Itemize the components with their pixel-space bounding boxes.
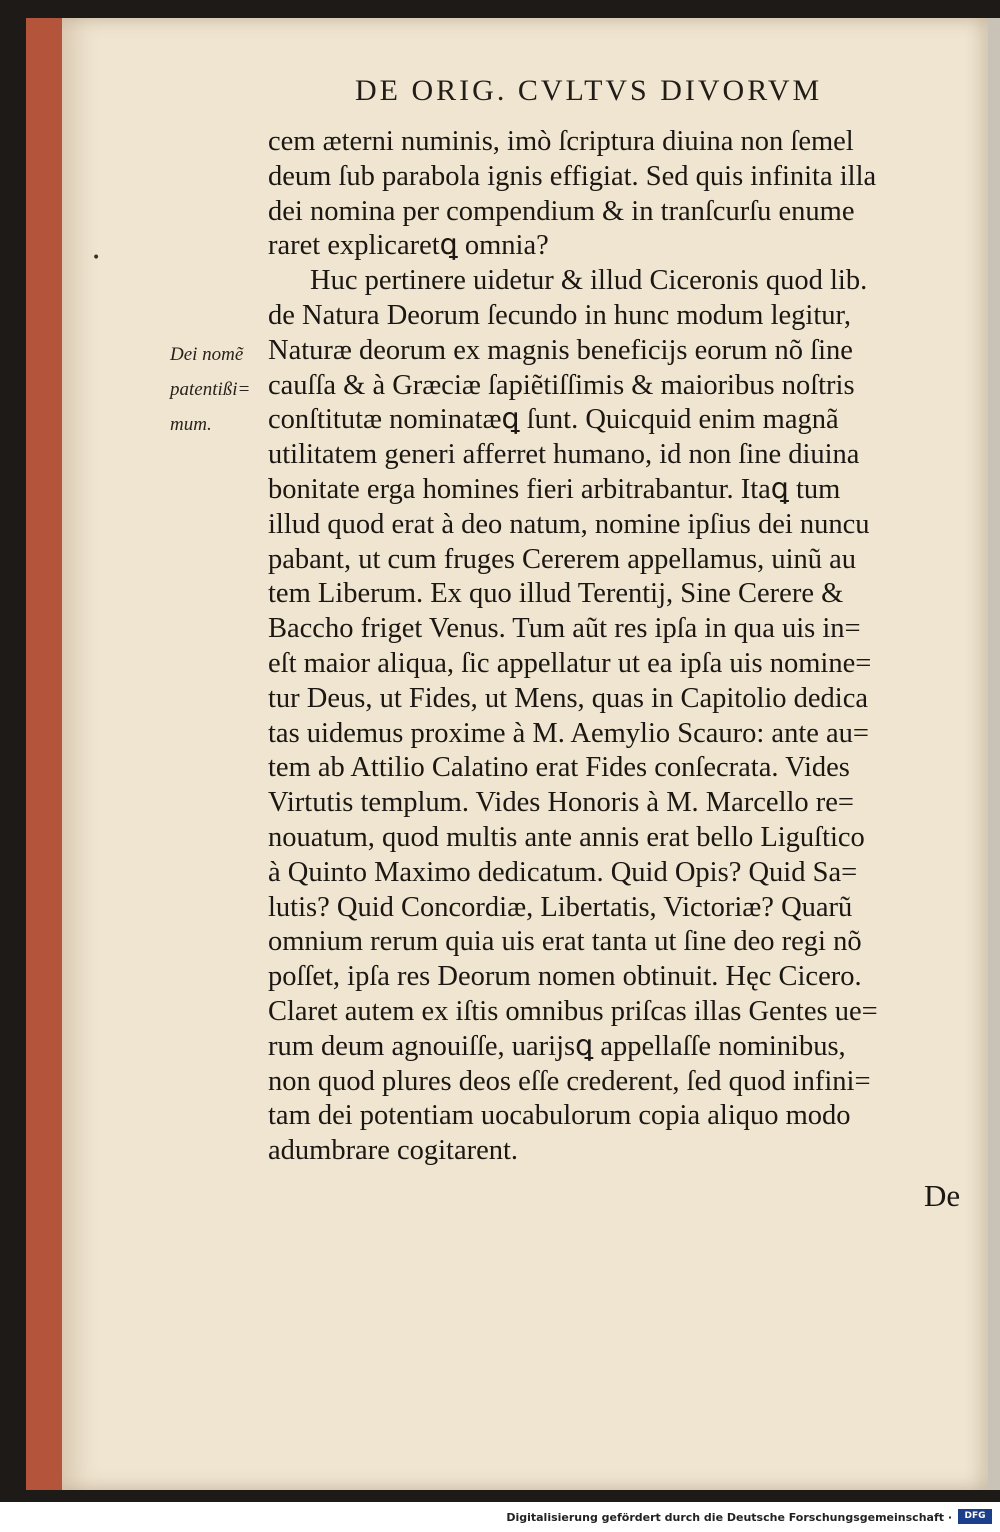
text-line: raret explicaretꝗ omnia?: [268, 230, 549, 262]
margin-note-line: Dei nomẽ: [170, 344, 244, 365]
text-line: cauſſa & à Græciæ ſapiẽtiſſimis & maioribus noſtris: [268, 369, 855, 401]
text-line: Claret autem ex iſtis omnibus priſcas illas Gentes ue=: [268, 995, 878, 1027]
dfg-logo: DFG: [958, 1509, 992, 1524]
text-line: bonitate erga homines fieri arbitrabantur. Itaꝗ tum: [268, 473, 841, 505]
body-text: [268, 125, 976, 1169]
funding-notice: Digitalisierung gefördert durch die Deutsche Forschungsgemeinschaft ·: [506, 1511, 952, 1524]
text-line: eſt maior aliqua, ſic appellatur ut ea ipſa uis nomine=: [268, 647, 872, 679]
text-line: rum deum agnouiſſe, uarijsꝗ appellaſſe nominibus,: [268, 1030, 846, 1062]
text-line: Baccho friget Venus. Tum aũt res ipſa in qua uis in=: [268, 613, 861, 645]
text-line: de Natura Deorum ſecundo in hunc modum legitur,: [268, 299, 851, 331]
text-line: deum ſub parabola ignis effigiat. Sed quis infinita illa: [268, 160, 877, 192]
text-line: conſtitutæ nominatæꝗ ſunt. Quicquid enim magnã: [268, 404, 839, 436]
text-line: non quod plures deos eſſe crederent, ſed quod infini=: [268, 1065, 871, 1097]
text-line: Virtutis templum. Vides Honoris à M. Marcello re=: [268, 787, 854, 819]
text-line: tem Liberum. Ex quo illud Terentij, Sine Cerere &: [268, 578, 844, 610]
text-line: tam dei potentiam uocabulorum copia aliquo modo: [268, 1100, 851, 1132]
text-line: poſſet, ipſa res Deorum nomen obtinuit. Hęc Cicero.: [268, 961, 862, 993]
text-line: Huc pertinere uidetur & illud Ciceronis quod lib.: [310, 265, 868, 297]
text-line: tas uidemus proxime à M. Aemylio Scauro: ante au=: [268, 717, 869, 749]
text-line: omnium rerum quia uis erat tanta ut ſine deo regi nõ: [268, 926, 862, 958]
text-line: à Quinto Maximo dedicatum. Quid Opis? Quid Sa=: [268, 856, 858, 888]
text-line: tem ab Attilio Calatino erat Fides conſecrata. Vides: [268, 752, 850, 784]
text-line: nouatum, quod multis ante annis erat bello Liguſtico: [268, 821, 865, 853]
margin-note: [170, 338, 270, 442]
text-line: tur Deus, ut Fides, ut Mens, quas in Capitolio dedica: [268, 682, 869, 714]
footer-bar: [0, 1502, 1000, 1532]
text-line: illud quod erat à deo natum, nomine ipſius dei nuncu: [268, 508, 870, 540]
text-line: utilitatem generi afferret humano, id non ſine diuina: [268, 439, 860, 471]
text-line: Naturæ deorum ex magnis beneficijs eorum nõ ſine: [268, 334, 853, 366]
catchword: De: [924, 1178, 961, 1213]
text-line: dei nomina per compendium & in tranſcurſu enume: [268, 195, 855, 227]
margin-note-line: patentißi=: [170, 378, 251, 400]
running-head: DE ORIG. CVLTVS DIVORVM: [355, 74, 823, 107]
text-line: pabant, ut cum fruges Cererem appellamus, uinũ au: [268, 543, 857, 575]
text-line: cem æterni numinis, imò ſcriptura diuina non ſemel: [268, 126, 854, 157]
text-line: adumbrare cogitarent.: [268, 1135, 519, 1167]
ink-speck-icon: •: [92, 250, 101, 266]
text-line: lutis? Quid Concordiæ, Libertatis, Victoriæ? Quarũ: [268, 891, 853, 923]
margin-note-line: mum.: [170, 413, 212, 435]
